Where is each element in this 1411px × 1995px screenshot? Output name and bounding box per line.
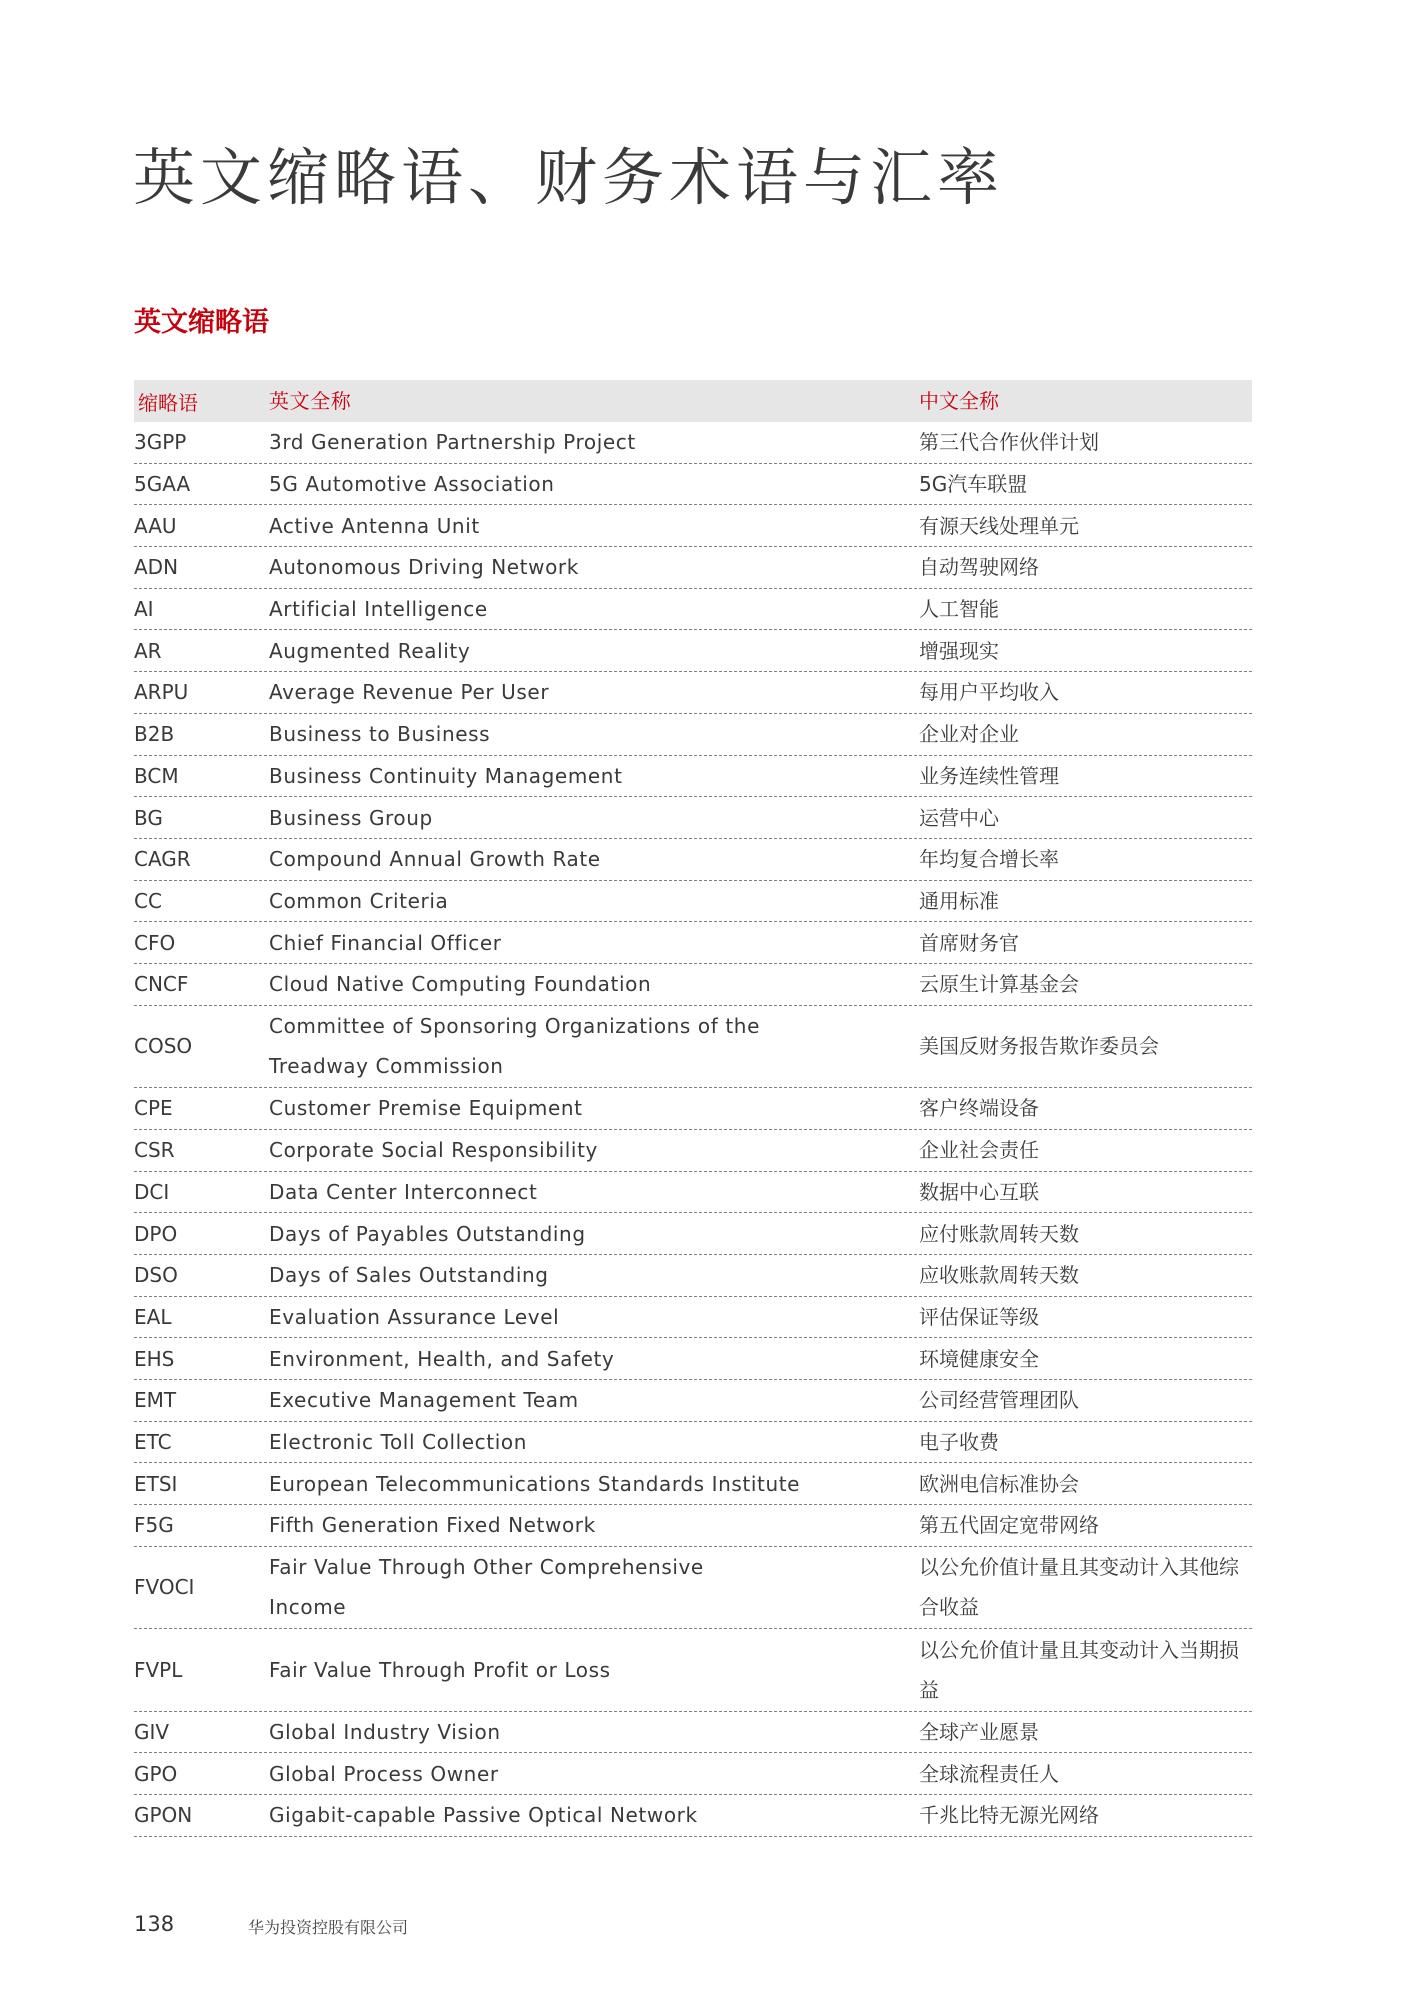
english-name-cell: Common Criteria	[269, 888, 449, 913]
english-name-cell: Active Antenna Unit	[269, 513, 480, 538]
abbreviation-cell: CSR	[134, 1138, 175, 1163]
abbreviation-cell: AI	[134, 597, 154, 622]
abbreviation-cell: B2B	[134, 722, 175, 747]
english-name-cell: 3rd Generation Partnership Project	[269, 430, 636, 455]
header-chinese-name: 中文全称	[919, 389, 999, 413]
abbreviation-cell: F5G	[134, 1513, 174, 1538]
table-row	[134, 839, 1252, 881]
english-name-cell: Days of Payables Outstanding	[269, 1221, 586, 1246]
english-name-cell: Chief Financial Officer	[269, 930, 502, 955]
chinese-name-cell: 数据中心互联	[919, 1179, 1039, 1204]
table-row	[134, 1422, 1252, 1464]
chinese-name-cell: 以公允价值计量且其变动计入当期损益	[919, 1637, 1239, 1702]
chinese-name-cell: 全球流程责任人	[919, 1761, 1059, 1786]
english-name-cell: Customer Premise Equipment	[269, 1096, 583, 1121]
chinese-name-cell: 首席财务官	[919, 930, 1019, 955]
table-row	[134, 1629, 1252, 1712]
abbreviation-cell: 3GPP	[134, 430, 187, 455]
section-heading: 英文缩略语	[134, 307, 269, 338]
abbreviation-cell: FVOCI	[134, 1575, 195, 1600]
table-row	[134, 881, 1252, 923]
table-row	[134, 547, 1252, 589]
english-name-cell: Fair Value Through Profit or Loss	[269, 1657, 611, 1682]
chinese-name-cell: 自动驾驶网络	[919, 555, 1039, 580]
table-row	[134, 1547, 1252, 1630]
english-name-cell: Committee of Sponsoring Organizations of the Treadway Commission	[269, 1014, 760, 1079]
table-row	[134, 922, 1252, 964]
english-name-cell: Business Continuity Management	[269, 763, 623, 788]
table-row	[134, 1172, 1252, 1214]
header-abbreviation: 缩略语	[138, 390, 198, 415]
chinese-name-cell: 评估保证等级	[919, 1304, 1039, 1329]
chinese-name-cell: 千兆比特无源光网络	[919, 1803, 1099, 1828]
page-number: 138	[134, 1912, 175, 1936]
english-name-cell: Fair Value Through Other Comprehensive Income	[269, 1555, 704, 1620]
english-name-cell: Autonomous Driving Network	[269, 555, 579, 580]
english-name-cell: Corporate Social Responsibility	[269, 1138, 598, 1163]
table-row	[134, 1338, 1252, 1380]
english-name-cell: 5G Automotive Association	[269, 472, 555, 497]
chinese-name-cell: 有源天线处理单元	[919, 513, 1079, 538]
abbreviation-cell: CPE	[134, 1096, 173, 1121]
abbreviation-cell: BCM	[134, 763, 179, 788]
abbreviation-cell: COSO	[134, 1034, 193, 1059]
abbreviation-cell: ETC	[134, 1429, 172, 1454]
abbreviation-table	[134, 380, 1252, 1837]
chinese-name-cell: 增强现实	[919, 638, 999, 663]
english-name-cell: Evaluation Assurance Level	[269, 1304, 560, 1329]
table-row	[134, 630, 1252, 672]
table-row	[134, 422, 1252, 464]
chinese-name-cell: 年均复合增长率	[919, 847, 1059, 872]
english-name-cell: Business to Business	[269, 722, 491, 747]
abbreviation-cell: DPO	[134, 1221, 178, 1246]
table-row	[134, 1753, 1252, 1795]
table-row	[134, 1213, 1252, 1255]
abbreviation-cell: AR	[134, 638, 162, 663]
english-name-cell: Fifth Generation Fixed Network	[269, 1513, 596, 1538]
chinese-name-cell: 企业对企业	[919, 722, 1019, 747]
chinese-name-cell: 应付账款周转天数	[919, 1221, 1079, 1246]
chinese-name-cell: 第三代合作伙伴计划	[919, 430, 1099, 455]
abbreviation-cell: CC	[134, 888, 162, 913]
abbreviation-cell: CFO	[134, 930, 176, 955]
chinese-name-cell: 人工智能	[919, 597, 999, 622]
chinese-name-cell: 业务连续性管理	[919, 763, 1059, 788]
abbreviation-cell: DSO	[134, 1263, 178, 1288]
english-name-cell: Data Center Interconnect	[269, 1179, 538, 1204]
table-row	[134, 1255, 1252, 1297]
abbreviation-cell: DCI	[134, 1179, 170, 1204]
abbreviation-cell: EAL	[134, 1304, 172, 1329]
abbreviation-cell: CNCF	[134, 972, 189, 997]
chinese-name-cell: 全球产业愿景	[919, 1720, 1039, 1745]
table-row	[134, 1380, 1252, 1422]
chinese-name-cell: 第五代固定宽带网络	[919, 1513, 1099, 1538]
english-name-cell: Cloud Native Computing Foundation	[269, 972, 652, 997]
abbreviation-cell: CAGR	[134, 847, 191, 872]
english-name-cell: Compound Annual Growth Rate	[269, 847, 601, 872]
chinese-name-cell: 企业社会责任	[919, 1138, 1039, 1163]
table-body	[134, 422, 1252, 1837]
table-row	[134, 1088, 1252, 1130]
table-row	[134, 1712, 1252, 1754]
table-row	[134, 1505, 1252, 1547]
chinese-name-cell: 5G汽车联盟	[919, 472, 1028, 497]
chinese-name-cell: 美国反财务报告欺诈委员会	[919, 1034, 1159, 1059]
english-name-cell: Average Revenue Per User	[269, 680, 550, 705]
english-name-cell: Electronic Toll Collection	[269, 1429, 527, 1454]
chinese-name-cell: 环境健康安全	[919, 1346, 1039, 1371]
english-name-cell: Augmented Reality	[269, 638, 471, 663]
abbreviation-cell: BG	[134, 805, 163, 830]
chinese-name-cell: 运营中心	[919, 805, 999, 830]
english-name-cell: Business Group	[269, 805, 433, 830]
company-name: 华为投资控股有限公司	[248, 1918, 409, 1937]
english-name-cell: Global Process Owner	[269, 1761, 499, 1786]
table-row	[134, 505, 1252, 547]
page-title: 英文缩略语、财务术语与汇率	[133, 141, 1005, 214]
table-row	[134, 714, 1252, 756]
english-name-cell: European Telecommunications Standards Institute	[269, 1471, 801, 1496]
abbreviation-cell: EMT	[134, 1388, 177, 1413]
abbreviation-cell: ETSI	[134, 1471, 178, 1496]
abbreviation-cell: GIV	[134, 1720, 170, 1745]
table-row	[134, 756, 1252, 798]
english-name-cell: Executive Management Team	[269, 1388, 579, 1413]
chinese-name-cell: 每用户平均收入	[919, 680, 1059, 705]
abbreviation-cell: GPON	[134, 1803, 193, 1828]
table-header	[134, 380, 1252, 422]
chinese-name-cell: 云原生计算基金会	[919, 972, 1079, 997]
header-english-name: 英文全称	[269, 389, 352, 413]
abbreviation-cell: GPO	[134, 1761, 178, 1786]
abbreviation-cell: FVPL	[134, 1657, 183, 1682]
english-name-cell: Environment, Health, and Safety	[269, 1346, 615, 1371]
table-row	[134, 672, 1252, 714]
english-name-cell: Global Industry Vision	[269, 1720, 501, 1745]
abbreviation-cell: ADN	[134, 555, 179, 580]
chinese-name-cell: 公司经营管理团队	[919, 1388, 1079, 1413]
table-row	[134, 1795, 1252, 1837]
chinese-name-cell: 客户终端设备	[919, 1096, 1039, 1121]
table-row	[134, 1130, 1252, 1172]
chinese-name-cell: 电子收费	[919, 1429, 999, 1454]
abbreviation-cell: 5GAA	[134, 472, 191, 497]
table-row	[134, 589, 1252, 631]
table-row	[134, 1006, 1252, 1089]
english-name-cell: Gigabit-capable Passive Optical Network	[269, 1803, 698, 1828]
chinese-name-cell: 以公允价值计量且其变动计入其他综合收益	[919, 1555, 1239, 1620]
chinese-name-cell: 欧洲电信标准协会	[919, 1471, 1079, 1496]
english-name-cell: Days of Sales Outstanding	[269, 1263, 549, 1288]
abbreviation-cell: ARPU	[134, 680, 189, 705]
abbreviation-cell: AAU	[134, 513, 177, 538]
table-row	[134, 1297, 1252, 1339]
abbreviation-cell: EHS	[134, 1346, 175, 1371]
table-row	[134, 797, 1252, 839]
chinese-name-cell: 通用标准	[919, 888, 999, 913]
table-row	[134, 464, 1252, 506]
english-name-cell: Artificial Intelligence	[269, 597, 488, 622]
chinese-name-cell: 应收账款周转天数	[919, 1263, 1079, 1288]
table-row	[134, 1463, 1252, 1505]
table-row	[134, 964, 1252, 1006]
